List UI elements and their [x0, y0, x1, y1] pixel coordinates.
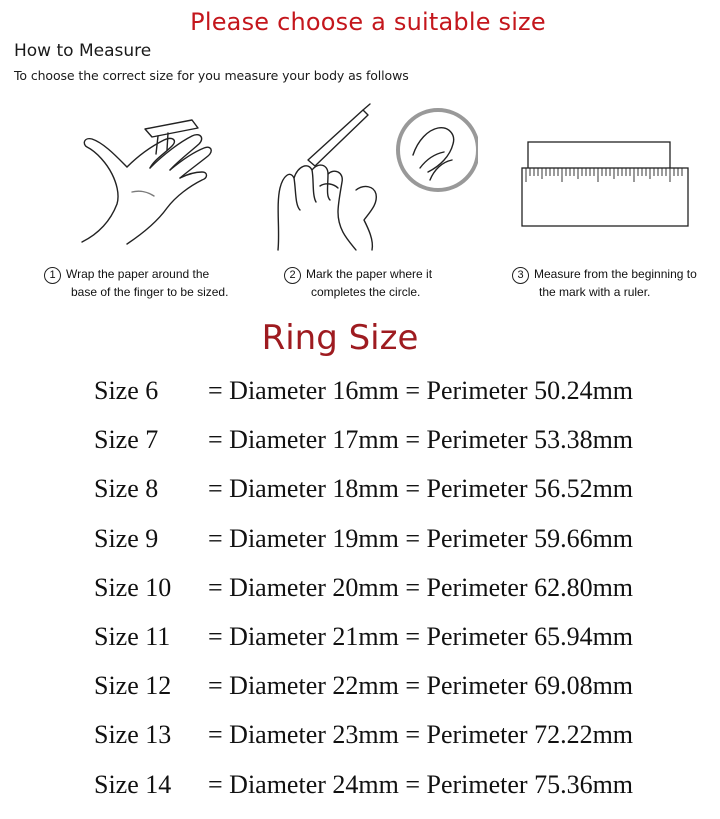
- size-measurements: = Diameter 24mm = Perimeter 75.36mm: [208, 769, 634, 799]
- size-label: Size 8: [94, 474, 159, 504]
- size-row: [94, 474, 633, 523]
- size-label: Size 10: [94, 572, 172, 602]
- size-row: [94, 376, 633, 425]
- ruler-illustration: [520, 138, 700, 230]
- size-row: [94, 622, 633, 671]
- ring-size-title: Ring Size: [261, 318, 419, 358]
- size-measurements: = Diameter 17mm = Perimeter 53.38mm: [208, 425, 634, 455]
- step-2: [284, 266, 432, 301]
- step-1-number: 1: [44, 267, 61, 284]
- size-measurements: = Diameter 21mm = Perimeter 65.94mm: [208, 621, 634, 651]
- step-3-number: 3: [512, 267, 529, 284]
- hand-wrap-illustration: [72, 112, 252, 262]
- step-3-line1: Measure from the beginning to: [534, 267, 697, 281]
- measure-subtitle: To choose the correct size for you measure your body as follows: [14, 68, 409, 83]
- step-2-line2: completes the circle.: [311, 285, 421, 299]
- size-label: Size 13: [94, 720, 172, 750]
- size-row: [94, 524, 633, 573]
- size-label: Size 14: [94, 769, 172, 799]
- size-label: Size 12: [94, 671, 172, 701]
- size-row: [94, 573, 633, 622]
- step-2-line1: Mark the paper where it: [306, 267, 433, 281]
- size-row: [94, 425, 633, 474]
- size-label: Size 7: [94, 425, 159, 455]
- size-measurements: = Diameter 19mm = Perimeter 59.66mm: [208, 523, 634, 553]
- size-row: [94, 671, 633, 720]
- mark-paper-illustration: [268, 100, 478, 260]
- ring-size-table: [94, 376, 633, 819]
- size-measurements: = Diameter 18mm = Perimeter 56.52mm: [208, 474, 634, 504]
- size-label: Size 6: [94, 376, 159, 405]
- size-measurements: = Diameter 20mm = Perimeter 62.80mm: [208, 572, 634, 602]
- size-measurements: = Diameter 16mm = Perimeter 50.24mm: [208, 376, 634, 405]
- size-row: [94, 720, 633, 769]
- step-3: [512, 266, 697, 301]
- step-1: [44, 266, 228, 301]
- page-heading: Please choose a suitable size: [190, 8, 546, 36]
- size-measurements: = Diameter 23mm = Perimeter 72.22mm: [208, 720, 634, 750]
- size-row: [94, 770, 633, 819]
- step-1-line2: base of the finger to be sized.: [71, 285, 229, 299]
- step-2-number: 2: [284, 267, 301, 284]
- measure-title: How to Measure: [14, 41, 152, 61]
- step-1-line1: Wrap the paper around the: [66, 267, 210, 281]
- size-measurements: = Diameter 22mm = Perimeter 69.08mm: [208, 671, 634, 701]
- step-3-line2: the mark with a ruler.: [539, 285, 651, 299]
- size-label: Size 9: [94, 523, 159, 553]
- size-label: Size 11: [94, 621, 171, 651]
